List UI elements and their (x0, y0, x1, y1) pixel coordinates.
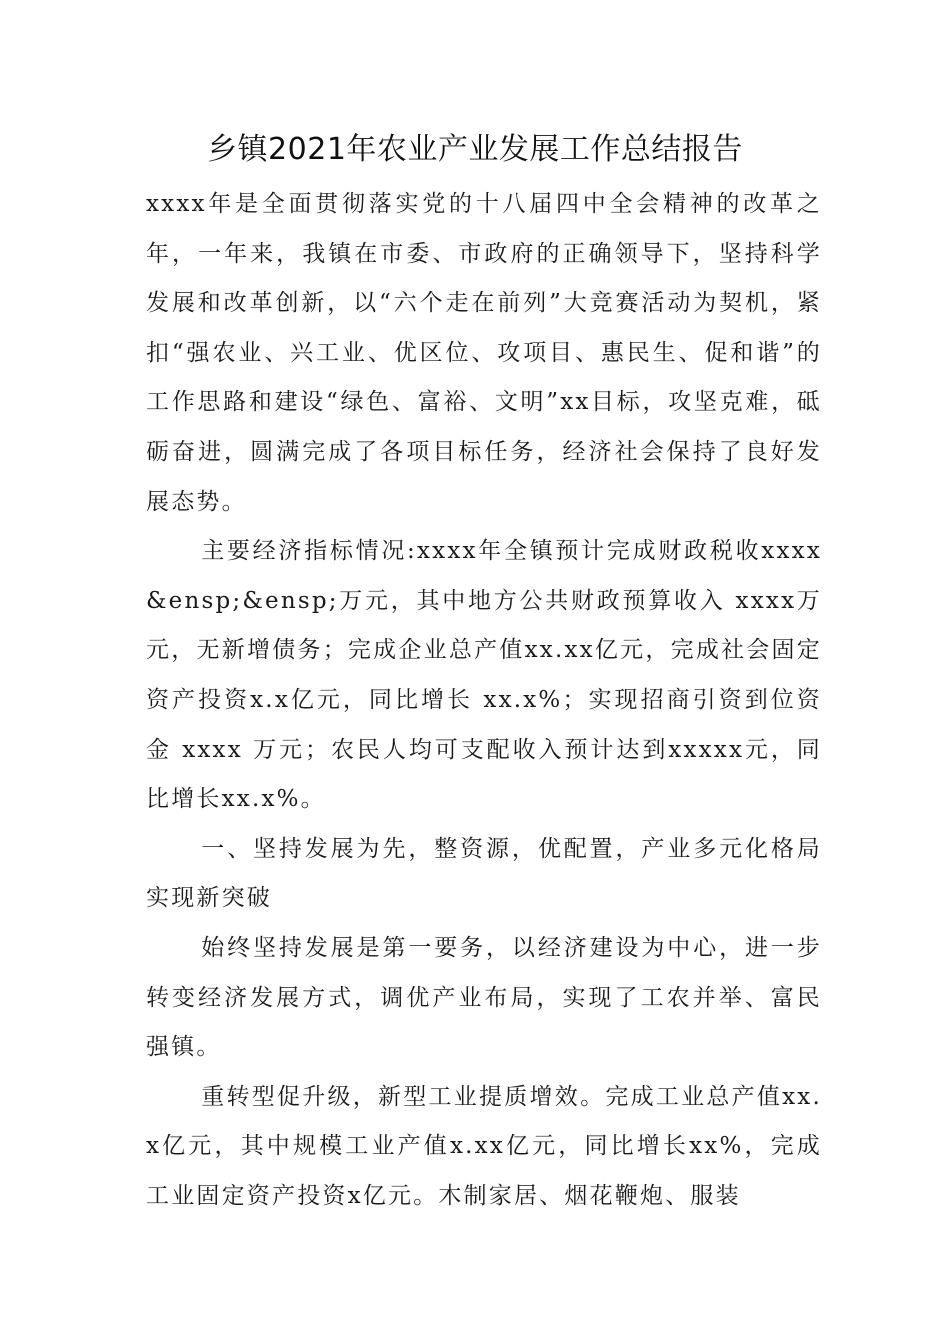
paragraph-economic-indicators: 主要经济指标情况:xxxx年全镇预计完成财政税收xxxx&ensp;&ensp;万元，其中地方公共财政预算收入 xxxx万元，无新增债务；完成企业总产值xx.xx亿元，完成社会固定资产投资x.x亿元，同比增长 xx.x%；实现招商引资到位资金 xxxx 万元；农民人均可支配收入预计达到xxxxx元，同比增长xx.x%。 (146, 538, 822, 813)
paragraph-industrial-upgrade: 重转型促升级，新型工业提质增效。完成工业总产值xx.x亿元，其中规模工业产值x.xx亿元，同比增长xx%，完成工业固定资产投资x亿元。木制家居、烟花鞭炮、服装 (146, 1083, 822, 1209)
document-body (146, 180, 822, 1221)
document-title: 乡镇2021年农业产业发展工作总结报告 (207, 132, 743, 167)
paragraph-intro: xxxx年是全面贯彻落实党的十八届四中全会精神的改革之年，一年来，我镇在市委、市政府的正确领导下，坚持科学发展和改革创新，以“六个走在前列”大竞赛活动为契机，紧扣“强农业、兴工业、优区位、攻项目、惠民生、促和谐”的工作思路和建设“绿色、富裕、文明”xx目标，攻坚克难，砥砺奋进，圆满完成了各项目标任务，经济社会保持了良好发展态势。 (146, 191, 822, 515)
paragraph-development-priority: 始终坚持发展是第一要务，以经济建设为中心，进一步转变经济发展方式，调优产业布局，实现了工农并举、富民强镇。 (146, 934, 822, 1061)
section-heading-one: 一、坚持发展为先，整资源，优配置，产业多元化格局实现新突破 (146, 835, 822, 912)
